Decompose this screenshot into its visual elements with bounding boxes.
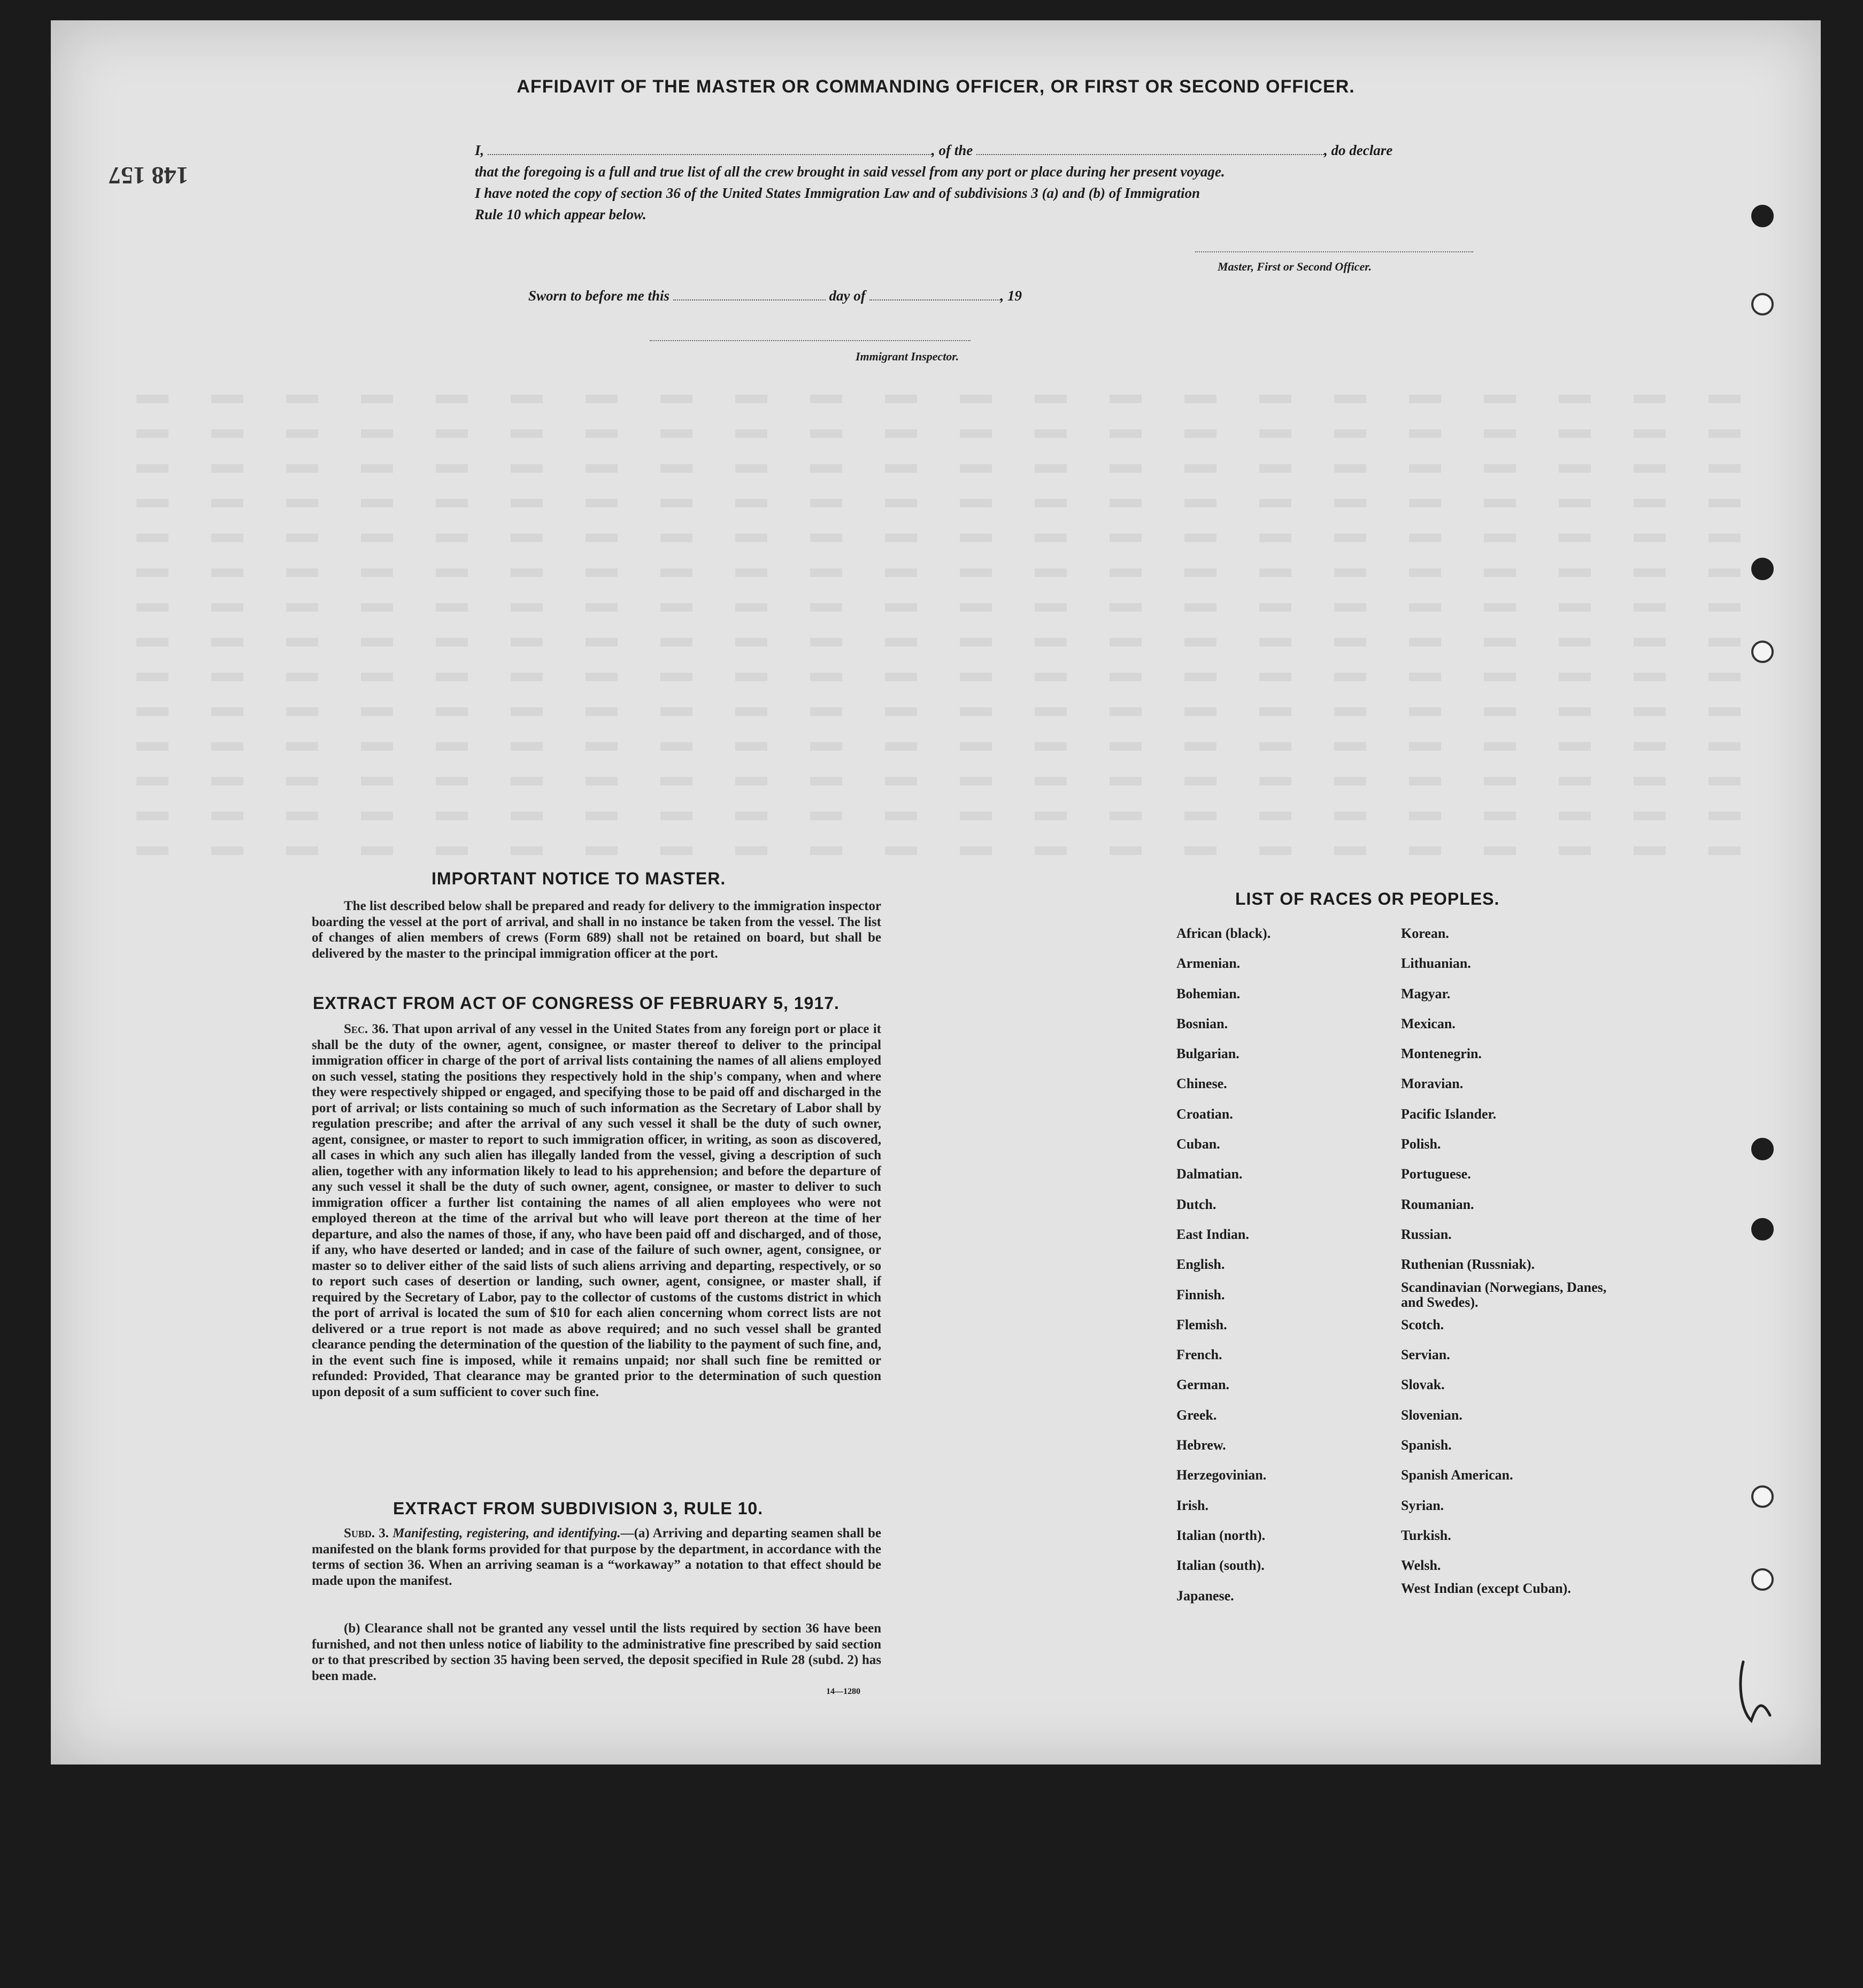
sworn-year: , 19	[1000, 288, 1022, 304]
race-item: Magyar.	[1401, 985, 1451, 1001]
bleed-through-row	[136, 673, 1762, 681]
races-title: LIST OF RACES OR PEOPLES.	[1235, 889, 1500, 908]
bleed-through-row	[136, 707, 1762, 716]
binder-hole	[1751, 1218, 1774, 1240]
sworn-day-of: day of	[829, 288, 866, 304]
act-extract-text	[312, 1021, 881, 1400]
race-item: Mexican.	[1401, 1015, 1456, 1031]
race-item: Scandinavian (Norwegians, Danes, and Swedes).	[1401, 1279, 1607, 1310]
bleed-through-row	[136, 603, 1762, 612]
affidavit-title: AFFIDAVIT OF THE MASTER OR COMMANDING OFFICER, OR FIRST OR SECOND OFFICER.	[517, 76, 1355, 97]
bleed-through-row	[136, 742, 1762, 751]
inspector-signature-line	[650, 340, 971, 341]
officer-name-field	[488, 154, 932, 155]
act-section-label: Sec. 36.	[344, 1022, 389, 1036]
races-left-column	[1176, 919, 1271, 1611]
race-item: German.	[1176, 1377, 1229, 1393]
race-item: Syrian.	[1401, 1497, 1444, 1513]
bleed-through-row	[136, 812, 1762, 820]
race-item: Armenian.	[1176, 956, 1241, 972]
race-item: French.	[1176, 1347, 1222, 1363]
bleed-through-row	[136, 846, 1762, 855]
affidavit-i-label: I,	[475, 142, 484, 158]
race-item: Flemish.	[1176, 1316, 1227, 1332]
affidavit-line-3: I have noted the copy of section 36 of the United States Immigration Law and of subdivisions 3 (a) and (b) of Immigration	[475, 185, 1200, 201]
race-item: Moravian.	[1401, 1076, 1464, 1092]
race-item: Bohemian.	[1176, 985, 1241, 1001]
race-item: African (black).	[1176, 926, 1271, 941]
race-item: Italian (south).	[1176, 1558, 1265, 1574]
race-item: Roumanian.	[1401, 1196, 1474, 1212]
vessel-name-field	[976, 154, 1324, 155]
race-item: Turkish.	[1401, 1527, 1451, 1543]
bleed-through-row	[136, 395, 1762, 403]
race-item: Chinese.	[1176, 1076, 1227, 1092]
binder-hole	[1751, 1568, 1774, 1591]
bleed-through-row	[136, 464, 1762, 473]
race-item: Bosnian.	[1176, 1015, 1228, 1031]
race-item: Lithuanian.	[1401, 956, 1471, 972]
race-item: West Indian (except Cuban).	[1401, 1580, 1571, 1596]
master-caption: Master, First or Second Officer.	[1218, 260, 1372, 273]
inspector-caption: Immigrant Inspector.	[856, 350, 959, 363]
binder-hole	[1751, 205, 1774, 227]
master-signature-line	[1195, 251, 1473, 252]
race-item: Dalmatian.	[1176, 1166, 1243, 1182]
sworn-month-field	[869, 299, 1000, 300]
race-item: Greek.	[1176, 1407, 1217, 1423]
sworn-prefix: Sworn to before me this	[528, 288, 670, 304]
races-right-column	[1401, 919, 1610, 1611]
bleed-through-row	[136, 534, 1762, 542]
notice-text: The list described below shall be prepared and ready for delivery to the immigration inspector boarding the vessel at the port of arrival, and shall in no instance be taken from the vessel. The list of changes of alien members of crews (Form 689) shall not be retained on board, but shall be delivered by the master to the principal immigration officer at the port.	[312, 899, 881, 961]
margin-stamp-number: 148 157	[109, 162, 189, 189]
binder-hole	[1751, 641, 1774, 663]
race-item: Pacific Islander.	[1401, 1106, 1497, 1122]
race-item: Slovenian.	[1401, 1407, 1462, 1423]
bleed-through-row	[136, 777, 1762, 785]
race-item: Montenegrin.	[1401, 1046, 1482, 1062]
race-item: Spanish.	[1401, 1437, 1452, 1453]
affidavit-declaration-line	[475, 142, 1392, 159]
race-item: Herzegovinian.	[1176, 1467, 1267, 1483]
race-item: Welsh.	[1401, 1558, 1441, 1574]
bleed-through-row	[136, 429, 1762, 438]
rule-para-b: (b) Clearance shall not be granted any vessel until the lists required by section 36 have been furnished, and not then unless notice of liability to the administrative fine prescribed by said section or to that prescribed by section 35 having been served, the deposit specified in Rule 28 (subd. 2) has been made.	[312, 1621, 881, 1683]
binder-hole	[1751, 1138, 1774, 1160]
affidavit-do-declare-label: , do declare	[1324, 142, 1393, 158]
rule-subd-label: Subd. 3.	[344, 1526, 389, 1540]
act-extract-title: EXTRACT FROM ACT OF CONGRESS OF FEBRUARY 5, 1917.	[313, 993, 840, 1013]
bleed-through-row	[136, 499, 1762, 507]
rule-para-a-text: —(a) Arriving and departing seamen shall be manifested on the blank forms provided for that purpose by the department, in accordance with the terms of section 36. When an arriving seaman is a “workaway” a notation to that effect should be made upon the manifest.	[312, 1526, 881, 1588]
affidavit-of-the-label: , of the	[932, 142, 973, 158]
race-item: Hebrew.	[1176, 1437, 1226, 1453]
binder-hole	[1751, 1485, 1774, 1508]
rule-extract-title: EXTRACT FROM SUBDIVISION 3, RULE 10.	[393, 1499, 764, 1518]
race-item: Scotch.	[1401, 1316, 1444, 1332]
race-item: Spanish American.	[1401, 1467, 1513, 1483]
sworn-day-field	[673, 299, 826, 300]
act-section-body: That upon arrival of any vessel in the United States from any foreign port or place it shall be the duty of the owner, agent, consignee, or master thereof to deliver to the principal immigration officer in charge of the port of arrival lists containing the names of all aliens employed on such vessel, stating the positions they respectively hold in the ship's company, when and where they were respectively shipped or engaged, and specifying those to be paid off and discharged in the port of arrival; or lists containing so much of such information as the Secretary of Labor shall by regulation prescribe; and after the arrival of any such vessel it shall be the duty of such owner, agent, consignee, or master to report to such immigration officer, in writing, as soon as discovered, all cases in which any such alien has illegally landed from the vessel, giving a description of such alien, together with any information likely to lead to his apprehension; and before the departure of any such vessel it shall be the duty of such owner, agent, consignee, or master to deliver to such immigration officer a further list containing the names of all alien employees who were not employed thereon at the time of the arrival but who will leave port thereon at the time of her departure, and also the names of those, if any, who have been paid off and discharged, and of those, if any, who have deserted or landed; and in case of the failure of such owner, agent, consignee, or master so to deliver either of the said lists of such aliens arriving and departing, respectively, or so to report such cases of desertion or landing, such owner, agent, consignee, or master shall, if required by the Secretary of Labor, pay to the collector of customs of the customs district in which the port of arrival is located the sum of $10 for each alien concerning whom correct lists are not delivered or a true report is not made as above required; and no such vessel shall be granted clearance pending the determination of the question of the liability to the payment of such fine, and, in the event such fine is imposed, while it remains unpaid; nor shall such fine be remitted or refunded: Provided, That clearance may be granted prior to the determination of such question upon deposit of a sum sufficient to cover such fine.	[312, 1022, 881, 1399]
race-item: Bulgarian.	[1176, 1046, 1240, 1062]
race-item: East Indian.	[1176, 1226, 1249, 1242]
race-item: Russian.	[1401, 1226, 1452, 1242]
binder-hole	[1751, 293, 1774, 315]
rule-subd-heading: Manifesting, registering, and identifying.	[392, 1526, 621, 1540]
sworn-line	[528, 288, 1022, 304]
form-number: 14—1280	[826, 1687, 860, 1696]
race-item: Italian (north).	[1176, 1527, 1266, 1543]
race-item: Ruthenian (Russniak).	[1401, 1257, 1535, 1273]
handwritten-mark-icon	[1733, 1656, 1781, 1731]
race-item: Korean.	[1401, 926, 1449, 941]
race-item: Polish.	[1401, 1136, 1441, 1152]
race-item: Japanese.	[1176, 1588, 1234, 1604]
bleed-through-row	[136, 568, 1762, 577]
race-item: Cuban.	[1176, 1136, 1220, 1152]
bleed-through-row	[136, 638, 1762, 646]
race-item: Dutch.	[1176, 1196, 1217, 1212]
race-item: Croatian.	[1176, 1106, 1233, 1122]
race-item: Servian.	[1401, 1347, 1450, 1363]
manifest-page	[51, 20, 1821, 1764]
race-item: English.	[1176, 1257, 1225, 1273]
race-item: Irish.	[1176, 1497, 1208, 1513]
race-item: Slovak.	[1401, 1377, 1445, 1393]
race-item: Finnish.	[1176, 1286, 1225, 1303]
binder-hole	[1751, 558, 1774, 580]
notice-title: IMPORTANT NOTICE TO MASTER.	[432, 869, 726, 888]
rule-para-a	[312, 1525, 881, 1589]
affidavit-line-2: that the foregoing is a full and true list of all the crew brought in said vessel from any port or place during her present voyage.	[475, 164, 1225, 180]
affidavit-line-4: Rule 10 which appear below.	[475, 206, 646, 222]
race-item: Portuguese.	[1401, 1166, 1471, 1182]
